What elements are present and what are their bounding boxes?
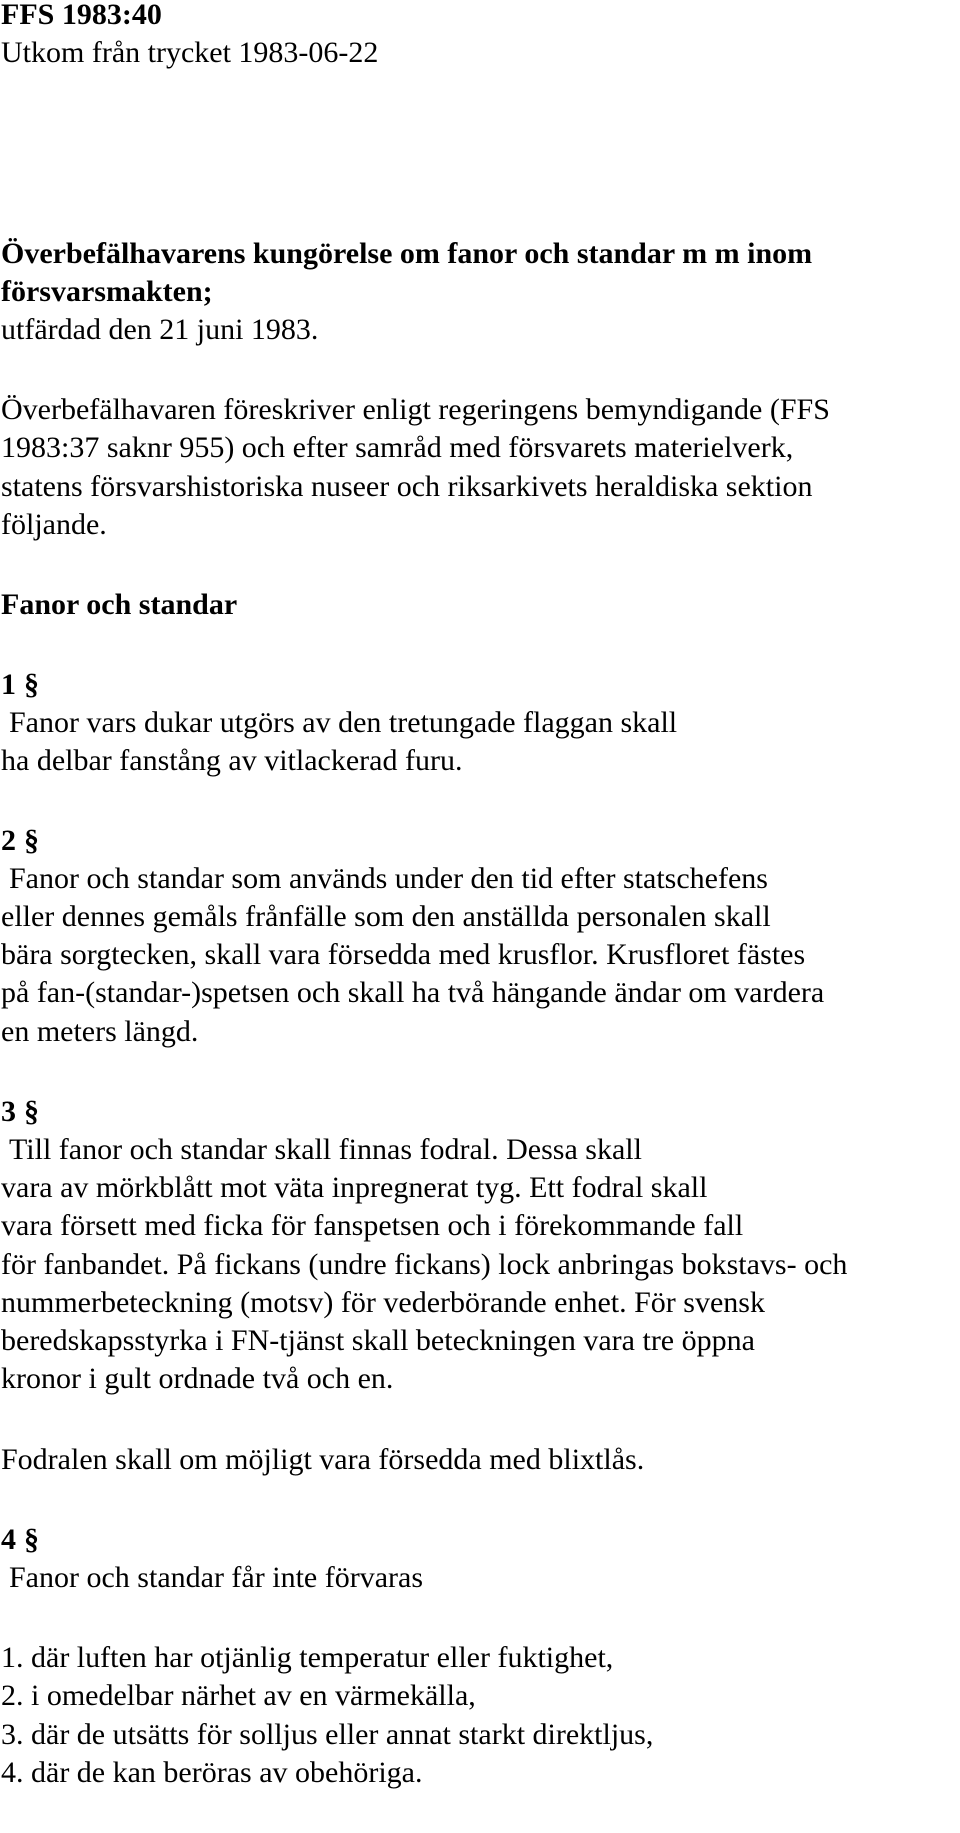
doc-number: FFS 1983:40 xyxy=(1,0,162,31)
section-heading: Fanor och standar xyxy=(1,588,238,621)
section-number: 2 xyxy=(1,824,16,857)
document-title-line-1: Överbefälhavarens kungörelse om fanor och standar m m inom xyxy=(1,237,813,270)
list-item: 1. där luften har otjänlig temperatur eller fuktighet, xyxy=(1,1641,614,1674)
intro-line: 1983:37 saknr 955) och efter samråd med försvarets materielverk, xyxy=(1,431,794,464)
intro-line: följande. xyxy=(1,508,107,541)
section-number: 4 xyxy=(1,1523,16,1556)
section-2-line: en meters längd. xyxy=(1,1015,199,1048)
section-symbol: § xyxy=(24,824,39,857)
intro-line: statens försvarshistoriska nuseer och riksarkivets heraldiska sektion xyxy=(1,470,813,503)
section-3-paragraph-2: Fodralen skall om möjligt vara försedda med blixtlås. xyxy=(1,1443,645,1476)
section-3-line: vara försett med ficka för fanspetsen och i förekommande fall xyxy=(1,1209,744,1242)
section-symbol: § xyxy=(24,1095,39,1128)
section-3-line: för fanbandet. På fickans (undre fickans) lock anbringas bokstavs- och xyxy=(1,1248,848,1281)
section-1-line: Fanor vars dukar utgörs av den tretungade flaggan skall xyxy=(9,706,678,739)
list-item: 3. där de utsätts för solljus eller annat starkt direktljus, xyxy=(1,1718,654,1751)
section-symbol: § xyxy=(24,668,39,701)
issued-date: utfärdad den 21 juni 1983. xyxy=(1,313,319,346)
list-item: 2. i omedelbar närhet av en värmekälla, xyxy=(1,1679,476,1712)
section-1-number xyxy=(1,666,39,704)
document-title-line-2: försvarsmakten; xyxy=(1,275,213,308)
section-2-line: eller dennes gemåls frånfälle som den anställda personalen skall xyxy=(1,900,771,933)
intro-line: Överbefälhavaren föreskriver enligt regeringens bemyndigande (FFS xyxy=(1,393,830,426)
section-1-line: ha delbar fanstång av vitlackerad furu. xyxy=(1,744,463,777)
section-4-line: Fanor och standar får inte förvaras xyxy=(9,1561,423,1594)
section-3-line: kronor i gult ordnade två och en. xyxy=(1,1362,394,1395)
section-4-number xyxy=(1,1521,39,1559)
section-3-line: beredskapsstyrka i FN-tjänst skall beteckningen vara tre öppna xyxy=(1,1324,755,1357)
list-item: 4. där de kan beröras av obehöriga. xyxy=(1,1756,423,1789)
section-3-line: vara av mörkblått mot väta inpregnerat tyg. Ett fodral skall xyxy=(1,1171,708,1204)
section-number: 1 xyxy=(1,668,16,701)
section-2-line: Fanor och standar som används under den tid efter statschefens xyxy=(9,862,768,895)
section-2-line: bära sorgtecken, skall vara försedda med krusflor. Krusfloret fästes xyxy=(1,938,806,971)
section-number: 3 xyxy=(1,1095,16,1128)
section-2-number xyxy=(1,822,39,860)
section-3-line: Till fanor och standar skall finnas fodral. Dessa skall xyxy=(9,1133,642,1166)
section-3-line: nummerbeteckning (motsv) för vederbörande enhet. För svensk xyxy=(1,1286,765,1319)
published-date: Utkom från trycket 1983-06-22 xyxy=(1,36,379,69)
section-3-number xyxy=(1,1093,39,1131)
section-symbol: § xyxy=(24,1523,39,1556)
section-2-line: på fan-(standar-)spetsen och skall ha två hängande ändar om vardera xyxy=(1,976,825,1009)
